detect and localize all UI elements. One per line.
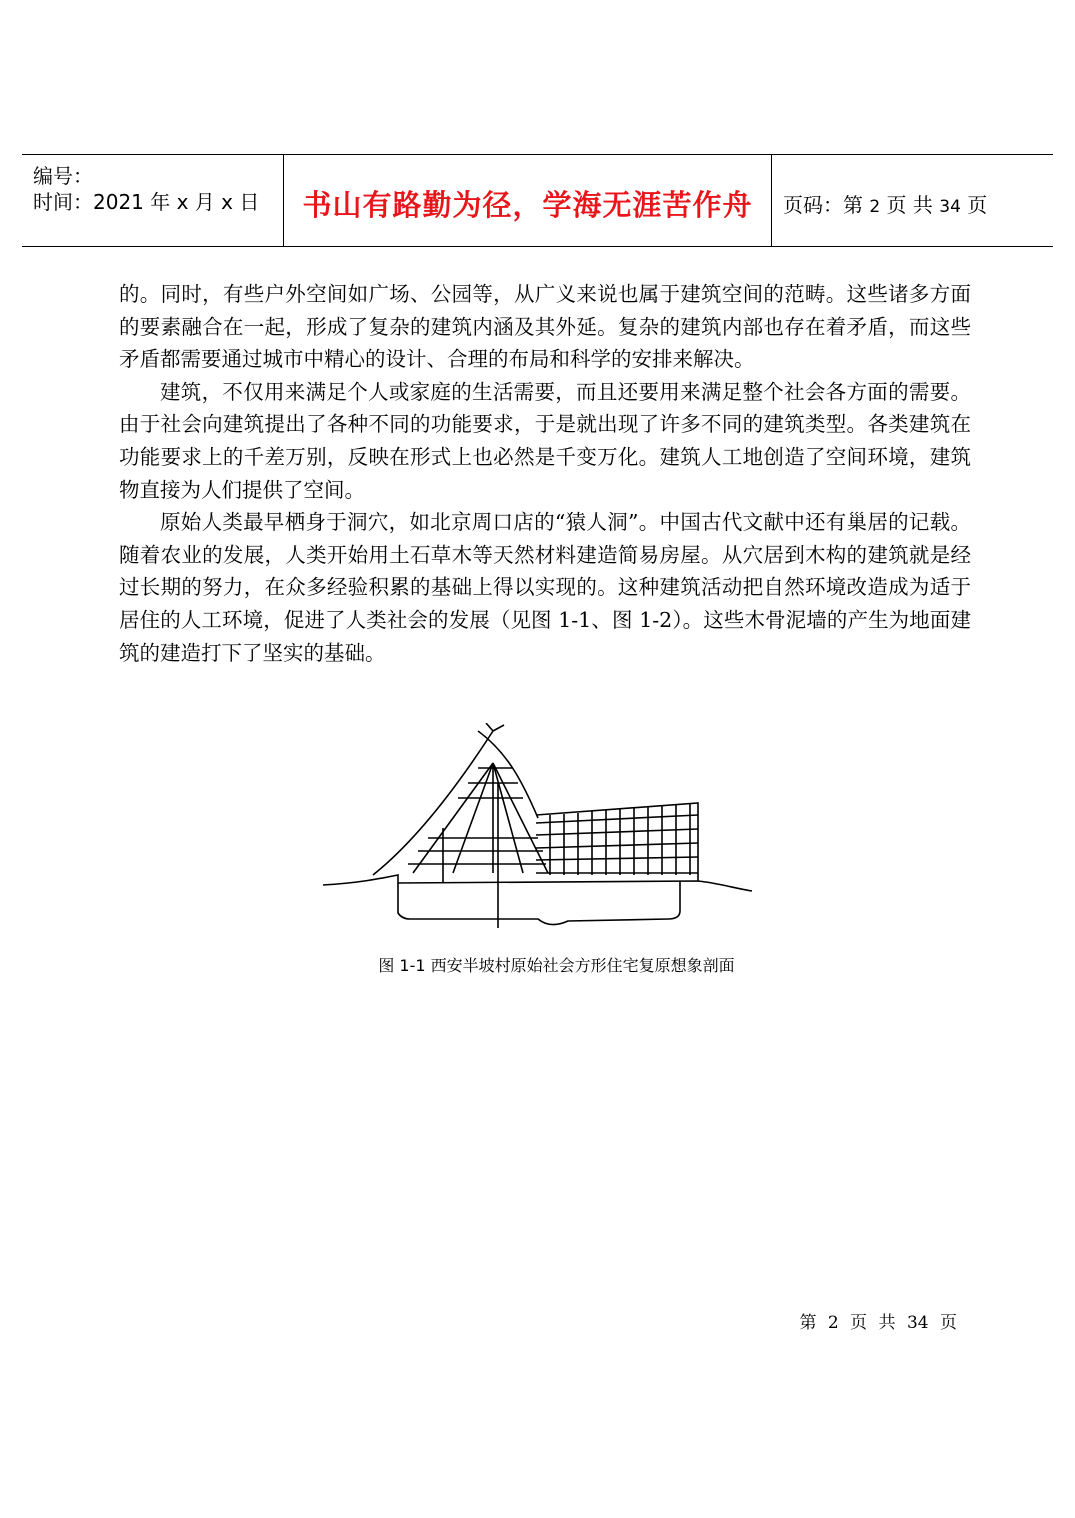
figure-1-1-illustration [318,723,756,943]
document-date: 时间：2021 年 x 月 x 日 [33,190,260,214]
page-total: 34 [939,197,961,217]
body-text [119,278,971,669]
page-header [22,154,1053,247]
figure-caption: 图 1-1 西安半坡村原始社会方形住宅复原想象剖面 [378,956,735,975]
header-left-cell [22,155,284,246]
page-current: 2 [869,197,881,217]
page-middle: 页 共 [880,193,940,217]
footer-page-number: 第 2 页 共 34 页 [799,1313,957,1333]
page-prefix: 页码：第 [783,193,870,217]
header-motto: 书山有路勤为径，学海无涯苦作舟 [302,188,753,222]
paragraph-2: 建筑，不仅用来满足个人或家庭的生活需要，而且还要用来满足整个社会各方面的需要。由于社会向建筑提出了各种不同的功能要求，于是就出现了许多不同的建筑类型。各类建筑在功能要求上的千差万别，反映在形式上也必然是千变万化。建筑人工地创造了空间环境，建筑物直接为人们提供了空间。 [119,379,971,502]
paragraph-3: 原始人类最早栖身于洞穴，如北京周口店的“猿人洞”。中国古代文献中还有巢居的记载。随着农业的发展，人类开始用土石草木等天然材料建造简易房屋。从穴居到木构的建筑就是经过长期的努力，在众多经验积累的基础上得以实现的。这种建筑活动把自然环境改造成为适于居住的人工环境，促进了人类社会的发展（见图 1-1、图 1-2）。这些木骨泥墙的产生为地面建筑的建造打下了坚实的基础。 [119,510,971,665]
document-number-label: 编号： [33,164,93,188]
page-suffix: 页 [960,193,988,217]
header-right-cell [772,155,1053,246]
paragraph-1: 的。同时，有些户外空间如广场、公园等，从广义来说也属于建筑空间的范畴。这些诸多方面的要素融合在一起，形成了复杂的建筑内涵及其外延。复杂的建筑内部也存在着矛盾，而这些矛盾都需要通过城市中精心的设计、合理的布局和科学的安排来解决。 [119,282,971,372]
header-middle-cell [284,155,772,246]
header-page-number [783,189,987,218]
